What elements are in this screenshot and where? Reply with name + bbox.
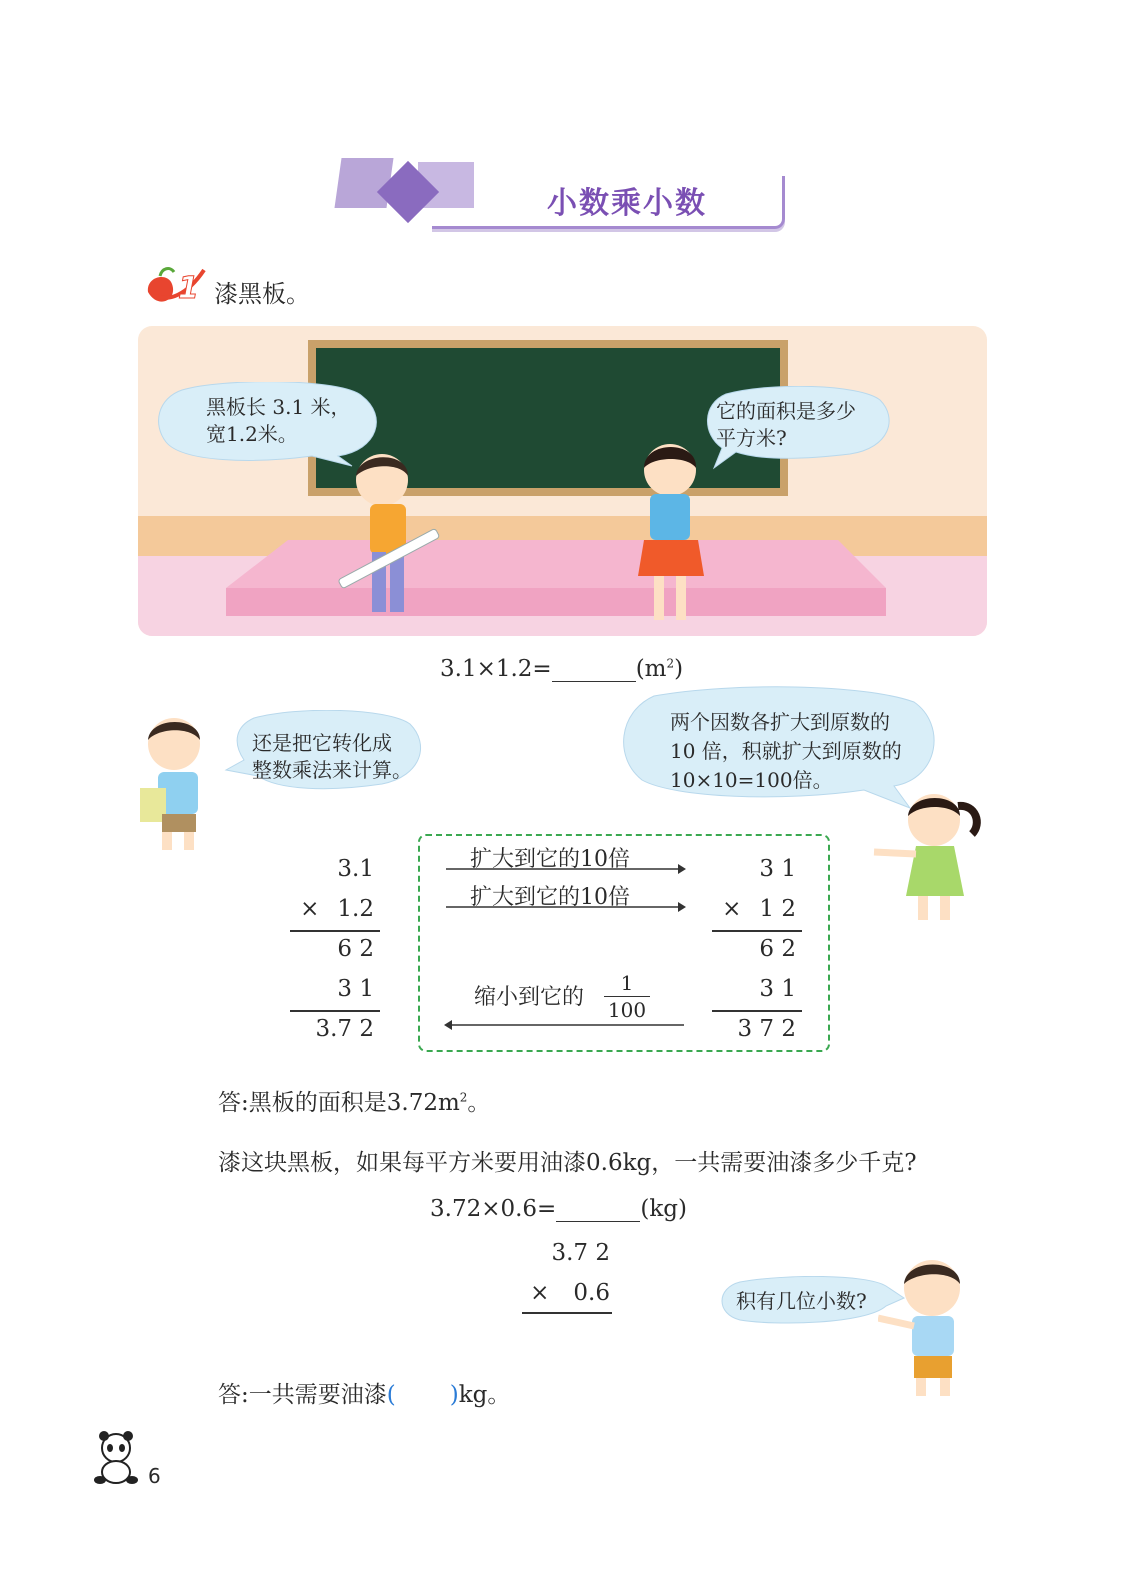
calc-line: [712, 1010, 802, 1012]
calc-line: [290, 1010, 380, 1012]
classroom-illustration: [138, 326, 987, 636]
equation-area: $3.1\times 1.2= (m^2)$: [440, 656, 684, 682]
problem-text: 漆黑板。: [214, 280, 310, 308]
arrow-label: 扩大到它的10倍: [470, 885, 630, 910]
calc-line: [290, 930, 380, 932]
fraction: 1 100: [604, 970, 650, 1023]
vertical-calculation: 3.7 2 × 0.6: [530, 1240, 610, 1306]
answer-blank[interactable]: [556, 1199, 640, 1222]
arrow-label: 扩大到它的10倍: [470, 847, 630, 872]
equation-area: 3.72×0.6= (kg): [430, 1196, 687, 1222]
problem-number-icon: [138, 264, 208, 314]
girl-illustration: [872, 784, 986, 932]
vertical-calculation-right: 3 1 × 1 2 6 2 3 1 3 7 2: [722, 856, 796, 1042]
boy-illustration: [878, 1252, 986, 1404]
bubble-text: 它的面积是多少 平方米?: [716, 399, 856, 450]
answer-line: 答:一共需要油漆( )kg。: [218, 1382, 511, 1408]
bubble-text: 还是把它转化成 整数乘法来计算。: [252, 731, 412, 782]
boy-illustration: [136, 710, 226, 856]
page-title: 小数乘小数: [547, 186, 707, 221]
answer-line: 答:黑板的面积是$3.72m^2$。: [218, 1090, 491, 1116]
right-arrow-icon: [446, 900, 686, 914]
right-arrow-icon: [446, 862, 686, 876]
svg-text:1: 1: [178, 271, 199, 306]
page-number: 6: [148, 1464, 161, 1488]
bubble-text: 积有几位小数?: [736, 1289, 867, 1313]
arrow-label: 缩小到它的: [474, 985, 585, 1010]
vertical-calculation-left: 3.1 × 1.2 6 2 3 1 3.7 2: [300, 856, 374, 1042]
calc-line: [712, 930, 802, 932]
calc-line: [522, 1312, 612, 1314]
panda-icon: [92, 1430, 142, 1486]
answer-blank[interactable]: [552, 659, 636, 682]
bubble-text: 黑板长 3.1 米， 宽1.2米。: [206, 395, 351, 446]
left-arrow-icon: [444, 1018, 684, 1032]
question-text: 漆这块黑板，如果每平方米要用油漆0.6kg，一共需要油漆多少千克?: [218, 1150, 917, 1176]
bubble-text: 两个因数各扩大到原数的 10 倍，积就扩大到原数的 10×10=100倍。: [670, 710, 902, 792]
